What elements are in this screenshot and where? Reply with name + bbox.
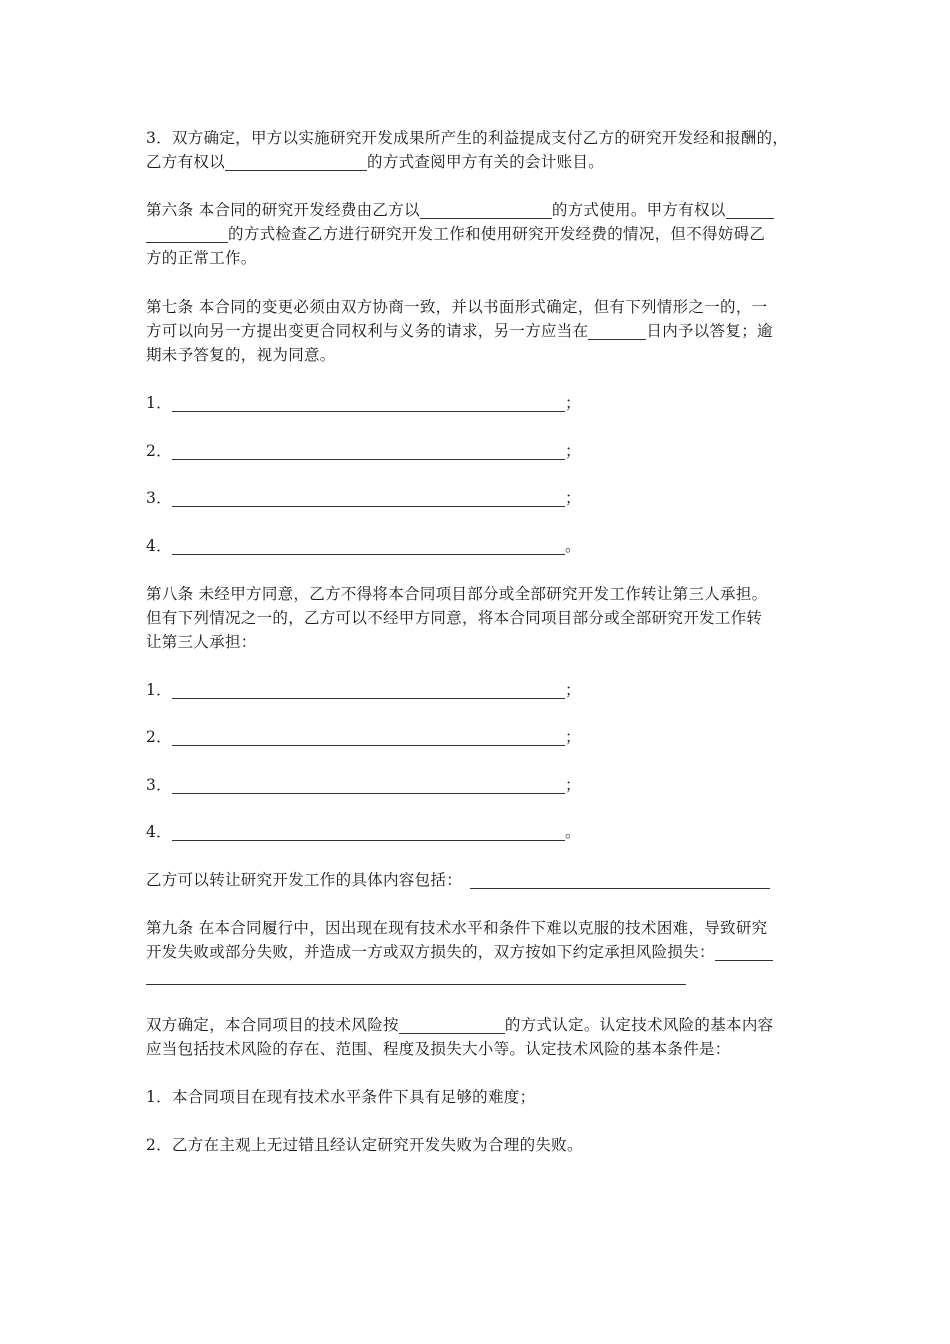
article-7-line-3: 期未予答复的，视为同意。 bbox=[146, 346, 336, 364]
risk-line-1 bbox=[146, 1014, 773, 1036]
audit-method-field[interactable] bbox=[225, 154, 367, 171]
article-8-line-2: 但有下列情况之一的，乙方可以不经甲方同意，将本合同项目部分或全部研究开发工作转 bbox=[146, 609, 763, 627]
article-6-text-c: 的方式检查乙方进行研究开发工作和使用研究开发经费的情况，但不得妨碍乙 bbox=[228, 225, 766, 243]
article-7-item bbox=[146, 487, 581, 509]
article-7-line-1: 第七条 本合同的变更必须由双方协商一致，并以书面形式确定，但有下列情形之一的，一 bbox=[146, 298, 768, 316]
article-6-line-2 bbox=[146, 223, 765, 245]
risk-condition-1: 1．本合同项目在现有技术水平条件下具有足够的难度； bbox=[146, 1088, 536, 1106]
item-number: 3． bbox=[146, 776, 172, 794]
item-end-punct: ； bbox=[564, 442, 581, 460]
item-end-punct: ； bbox=[564, 394, 581, 412]
inspection-method-field-part-2[interactable] bbox=[146, 226, 228, 243]
risk-line-2: 应当包括技术风险的存在、范围、程度及损失大小等。认定技术风险的基本条件是： bbox=[146, 1040, 731, 1058]
article-7-line-2 bbox=[146, 320, 773, 342]
item-number: 2． bbox=[146, 442, 172, 460]
clause-3-line-1: 3．双方确定，甲方以实施研究开发成果所产生的利益提成支付乙方的研究开发经和报酬的， bbox=[146, 129, 789, 147]
article-8-item bbox=[146, 774, 581, 796]
risk-loss-field-part-1[interactable] bbox=[715, 944, 773, 961]
item-end-punct: 。 bbox=[564, 537, 581, 555]
risk-text-a: 双方确定，本合同项目的技术风险按 bbox=[146, 1016, 399, 1034]
article-8-item bbox=[146, 726, 581, 748]
article-9-line-1: 第九条 在本合同履行中，因出现在现有技术水平和条件下难以克服的技术困难，导致研究 bbox=[146, 919, 768, 937]
change-condition-3-field[interactable] bbox=[172, 490, 565, 507]
article-6-line-3: 方的正常工作。 bbox=[146, 249, 257, 267]
change-condition-2-field[interactable] bbox=[172, 443, 565, 460]
article-7-item bbox=[146, 440, 581, 462]
item-number: 4． bbox=[146, 537, 172, 555]
article-8-item bbox=[146, 821, 581, 843]
change-condition-1-field[interactable] bbox=[172, 395, 565, 412]
item-end-punct: ； bbox=[564, 681, 581, 699]
article-7-text-b: 日内予以答复；逾 bbox=[646, 322, 773, 340]
article-9-line-2 bbox=[146, 941, 773, 963]
transfer-condition-1-field[interactable] bbox=[172, 682, 565, 699]
clause-3-text-b: 的方式查阅甲方有关的会计账目。 bbox=[367, 153, 605, 171]
article-6-line-1 bbox=[146, 199, 774, 221]
item-number: 1． bbox=[146, 394, 172, 412]
article-6-text-b: 的方式使用。甲方有权以 bbox=[551, 201, 726, 219]
risk-determination-method-field[interactable] bbox=[399, 1017, 505, 1034]
article-7-text-a: 方可以向另一方提出变更合同权利与义务的请求，另一方应当在 bbox=[146, 322, 589, 340]
risk-loss-field-part-2[interactable] bbox=[146, 968, 686, 985]
inspection-method-field-part-1[interactable] bbox=[726, 202, 774, 219]
item-end-punct: ； bbox=[564, 489, 581, 507]
article-7-item bbox=[146, 535, 581, 557]
article-8-line-3: 让第三人承担： bbox=[146, 633, 257, 651]
article-9-text-a: 开发失败或部分失败，并造成一方或双方损失的，双方按如下约定承担风险损失： bbox=[146, 943, 715, 961]
item-end-punct: 。 bbox=[564, 823, 581, 841]
article-7-item bbox=[146, 392, 581, 414]
transfer-content-field[interactable] bbox=[470, 872, 770, 889]
article-6-text-a: 第六条 本合同的研究开发经费由乙方以 bbox=[146, 201, 420, 219]
item-end-punct: ； bbox=[564, 776, 581, 794]
risk-text-b: 的方式认定。认定技术风险的基本内容 bbox=[504, 1016, 774, 1034]
transfer-condition-3-field[interactable] bbox=[172, 777, 565, 794]
change-condition-4-field[interactable] bbox=[172, 538, 565, 555]
item-number: 4． bbox=[146, 823, 172, 841]
transfer-content-label: 乙方可以转让研究开发工作的具体内容包括： bbox=[146, 871, 463, 889]
item-number: 3． bbox=[146, 489, 172, 507]
clause-3-text-a: 乙方有权以 bbox=[146, 153, 226, 171]
reply-days-field[interactable] bbox=[588, 323, 646, 340]
item-end-punct: ； bbox=[564, 728, 581, 746]
item-number: 2． bbox=[146, 728, 172, 746]
funding-use-method-field[interactable] bbox=[420, 202, 552, 219]
transfer-condition-2-field[interactable] bbox=[172, 729, 565, 746]
transfer-condition-4-field[interactable] bbox=[172, 824, 565, 841]
article-9-line-3 bbox=[146, 965, 686, 987]
clause-3-line-2 bbox=[146, 151, 604, 173]
article-8-line-1: 第八条 未经甲方同意，乙方不得将本合同项目部分或全部研究开发工作转让第三人承担。 bbox=[146, 585, 768, 603]
transfer-content-line bbox=[146, 869, 770, 891]
article-8-item bbox=[146, 679, 581, 701]
item-number: 1． bbox=[146, 681, 172, 699]
risk-condition-2: 2．乙方在主观上无过错且经认定研究开发失败为合理的失败。 bbox=[146, 1136, 583, 1154]
